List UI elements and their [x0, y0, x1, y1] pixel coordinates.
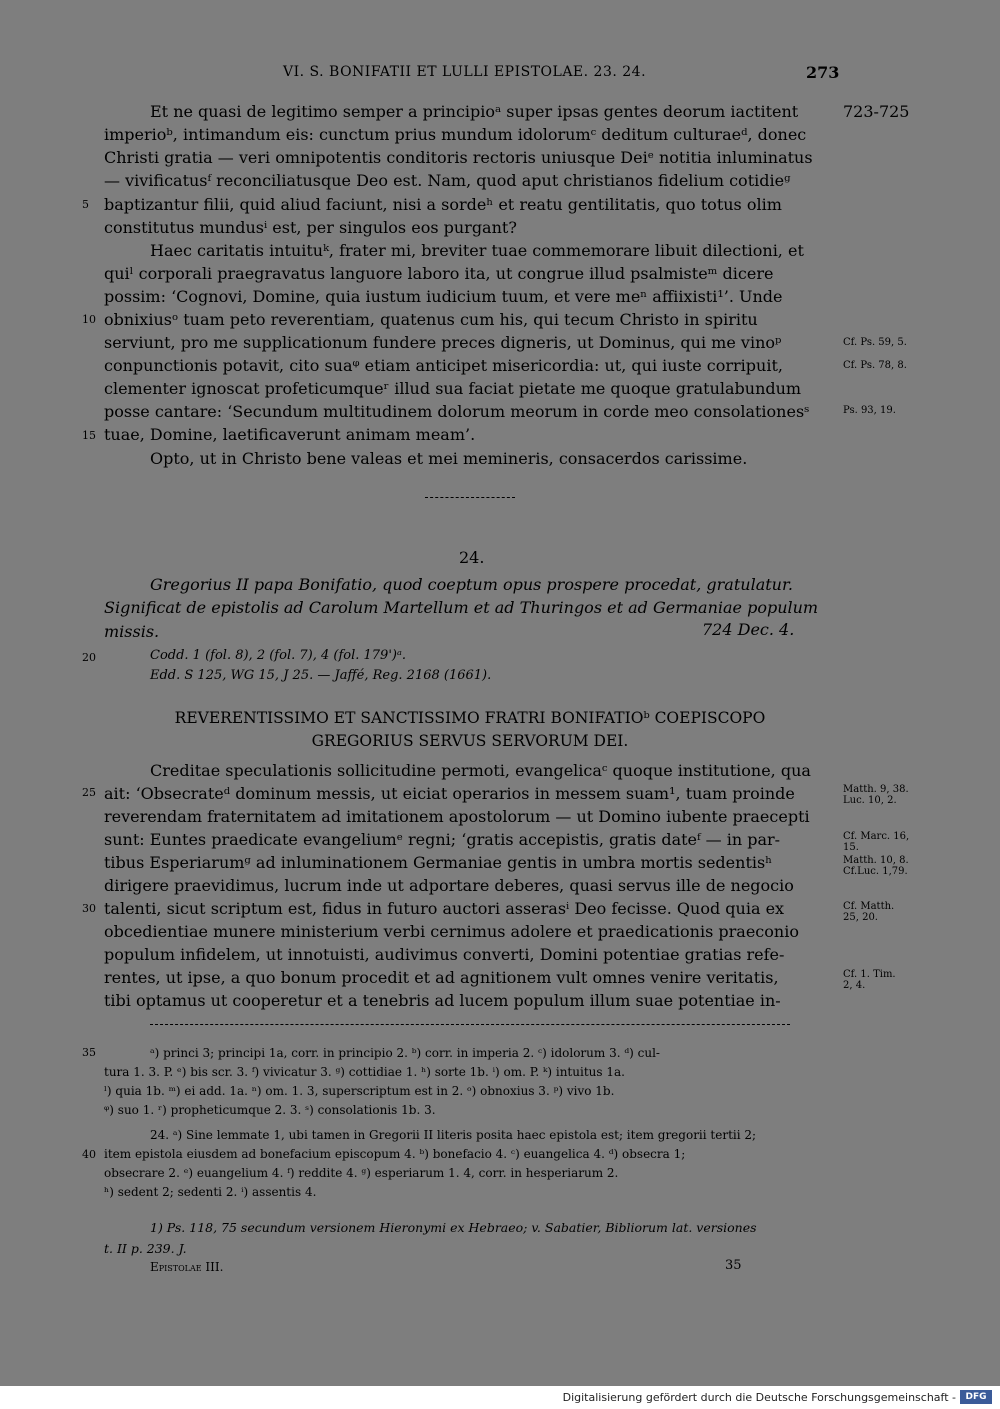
- text-line: tuae, Domine, laetificaverunt animam meam’.: [104, 425, 476, 444]
- text-line: constitutus mundusⁱ est, per singulos eos purgant?: [104, 218, 517, 237]
- credit-text: Digitalisierung gefördert durch die Deutsche Forschungsgemeinschaft -: [562, 1391, 956, 1404]
- manuscripts-line: Codd. 1 (fol. 8), 2 (fol. 7), 4 (fol. 179')ᵃ.: [150, 648, 406, 663]
- margin-reference: Cf. Matth. 25, 20.: [843, 901, 895, 923]
- dfg-logo: DFG: [960, 1390, 992, 1404]
- text-line: tibi optamus ut cooperetur et a tenebris ad lucem populum illum suae potentiae in-: [104, 991, 781, 1010]
- text-line: possim: ‘Cognovi, Domine, quia iustum iudicium tuum, et vere meⁿ affiixisti¹’. Unde: [104, 287, 783, 306]
- running-title: VI. S. BONIFATII ET LULLI EPISTOLAE. 23. 24.: [283, 64, 647, 80]
- line-number: 30: [82, 902, 96, 915]
- line-number: 40: [82, 1148, 96, 1161]
- text-line: serviunt, pro me supplicationum fundere preces digneris, ut Dominus, qui me vinoᵖ: [104, 333, 782, 352]
- footnote-line: item epistola eiusdem ad bonefacium episcopum 4. ᵇ) bonefacio 4. ᶜ) euangelica 4. ᵈ) obsecra 1;: [104, 1147, 686, 1161]
- signature-mark: Epistolae III.: [150, 1260, 224, 1274]
- margin-reference: Matth. 9, 38. Luc. 10, 2.: [843, 784, 909, 806]
- text-line: — vivificatusᶠ reconciliatusque Deo est. Nam, quod aput christianos fidelium cotidieᵍ: [104, 171, 791, 190]
- footnote-line: ᵠ) suo 1. ʳ) propheticumque 2. 3. ˢ) consolationis 1b. 3.: [104, 1103, 436, 1117]
- text-line: Haec caritatis intuituᵏ, frater mi, breviter tuae commemorare libuit dilectioni, et: [150, 241, 804, 260]
- text-line: posse cantare: ‘Secundum multitudinem dolorum meorum in corde meo consolationesˢ: [104, 402, 810, 421]
- text-line: clementer ignoscat profeticumqueʳ illud sua faciat pietate me quoque gratulabundum: [104, 379, 802, 398]
- letter-summary: Gregorius II papa Bonifatio, quod coeptum opus prospere procedat, gratulatur.: [150, 575, 793, 594]
- margin-reference: Cf. 1. Tim. 2, 4.: [843, 969, 896, 991]
- text-line: obcedientiae munere ministerium verbi cernimus adolere et praedicationis praeconio: [104, 922, 799, 941]
- line-number: 5: [82, 198, 89, 211]
- margin-reference: Cf. Marc. 16, 15.: [843, 831, 910, 853]
- letter-date-range: 723-725: [843, 102, 910, 121]
- text-line: talenti, sicut scriptum est, fidus in futuro auctori asserasⁱ Deo fecisse. Quod quia ex: [104, 899, 785, 918]
- text-line: reverendam fraternitatem ad imitationem apostolorum — ut Domino iubente praecepti: [104, 807, 810, 826]
- line-number: 20: [82, 651, 96, 664]
- footnote-divider: [150, 1024, 790, 1027]
- margin-reference: Cf. Ps. 78, 8.: [843, 360, 907, 371]
- text-line: populum infidelem, ut innotuisti, audivimus converti, Domini potentiae gratias refe-: [104, 945, 785, 964]
- footnote-line: 24. ᵃ) Sine lemmate 1, ubi tamen in Gregorii II literis posita haec epistola est; item gregorii tertii 2;: [150, 1128, 757, 1142]
- text-line: Christi gratia — veri omnipotentis conditoris rectoris uniusque Deiᵉ notitia inluminatus: [104, 148, 813, 167]
- letter-number: 24.: [459, 548, 485, 567]
- letter-date: 724 Dec. 4.: [702, 620, 795, 639]
- footnote-line: obsecrare 2. ᵉ) euangelium 4. ᶠ) reddite 4. ᵍ) esperiarum 1. 4, corr. in hesperiarum 2.: [104, 1166, 619, 1180]
- text-line: rentes, ut ipse, a quo bonum procedit et ad agnitionem vult omnes venire veritatis,: [104, 968, 779, 987]
- text-line: Et ne quasi de legitimo semper a principioᵃ super ipsas gentes deorum iactitent: [150, 102, 799, 121]
- text-line: imperioᵇ, intimandum eis: cunctum prius mundum idolorumᶜ deditum culturaeᵈ, donec: [104, 125, 807, 144]
- text-line: conpunctionis potavit, cito suaᵠ etiam anticipet misericordia: ut, qui iuste corripuit,: [104, 356, 783, 375]
- editions-line: Edd. S 125, WG 15, J 25. — Jaffé, Reg. 2168 (1661).: [150, 668, 492, 683]
- text-line: baptizantur filii, quid aliud faciunt, nisi a sordeʰ et reatu gentilitatis, quo totus olim: [104, 195, 782, 214]
- text-line: ait: ‘Obsecrateᵈ dominum messis, ut eiciat operarios in messem suam¹, tuam proinde: [104, 784, 795, 803]
- editor-note: 1) Ps. 118, 75 secundum versionem Hieronymi ex Hebraeo; v. Sabatier, Bibliorum lat. versiones: [150, 1220, 757, 1235]
- page-number: 273: [806, 63, 840, 82]
- line-number: 25: [82, 786, 96, 799]
- text-line: sunt: Euntes praedicate evangeliumᵉ regni; ‘gratis accepistis, gratis dateᶠ — in par-: [104, 830, 781, 849]
- text-line: quiˡ corporali praegravatus languore laboro ita, ut congrue illud psalmisteᵐ dicere: [104, 264, 774, 283]
- address-line: REVERENTISSIMO ET SANCTISSIMO FRATRI BONIFATIOᵇ COEPISCOPO: [174, 709, 766, 727]
- margin-reference: Matth. 10, 8. Cf.Luc. 1,79.: [843, 855, 909, 877]
- letter-summary: missis.: [104, 622, 160, 641]
- section-divider: [425, 497, 515, 500]
- address-line: GREGORIUS SERVUS SERVORUM DEI.: [311, 732, 629, 750]
- digitization-credit-bar: [0, 1386, 1000, 1409]
- text-line: tibus Esperiarumᵍ ad inluminationem Germaniae gentis in umbra mortis sedentisʰ: [104, 853, 773, 872]
- line-number: 15: [82, 429, 96, 442]
- text-line: Opto, ut in Christo bene valeas et mei memineris, consacerdos carissime.: [150, 449, 748, 468]
- footnote-line: tura 1. 3. P. ᵉ) bis scr. 3. ᶠ) vivicatur 3. ᵍ) cottidiae 1. ʰ) sorte 1b. ⁱ) om. P. ᵏ) intuitus 1a.: [104, 1065, 625, 1079]
- letter-summary: Significat de epistolis ad Carolum Martellum et ad Thuringos et ad Germaniae populum: [104, 598, 819, 617]
- text-line: Creditae speculationis sollicitudine permoti, evangelicaᶜ quoque institutione, qua: [150, 761, 811, 780]
- margin-reference: Ps. 93, 19.: [843, 405, 896, 416]
- footnote-line: ʰ) sedent 2; sedenti 2. ⁱ) assentis 4.: [104, 1185, 317, 1199]
- margin-reference: Cf. Ps. 59, 5.: [843, 337, 907, 348]
- editor-note: t. II p. 239. J.: [104, 1241, 187, 1256]
- footnote-line: ᵃ) princi 3; principi 1a, corr. in principio 2. ᵇ) corr. in imperia 2. ᶜ) idolorum 3. ᵈ) cul-: [150, 1046, 660, 1060]
- text-line: obnixiusᵒ tuam peto reverentiam, quatenus cum his, qui tecum Christo in spiritu: [104, 310, 758, 329]
- text-line: dirigere praevidimus, lucrum inde ut adportare deberes, quasi servus ille de negocio: [104, 876, 794, 895]
- footnote-line: ˡ) quia 1b. ᵐ) ei add. 1a. ⁿ) om. 1. 3, superscriptum est in 2. ᵒ) obnoxius 3. ᵖ) vivo 1b.: [104, 1084, 615, 1098]
- line-number: 10: [82, 313, 96, 326]
- line-number: 35: [82, 1046, 96, 1059]
- sheet-number: 35: [725, 1258, 742, 1273]
